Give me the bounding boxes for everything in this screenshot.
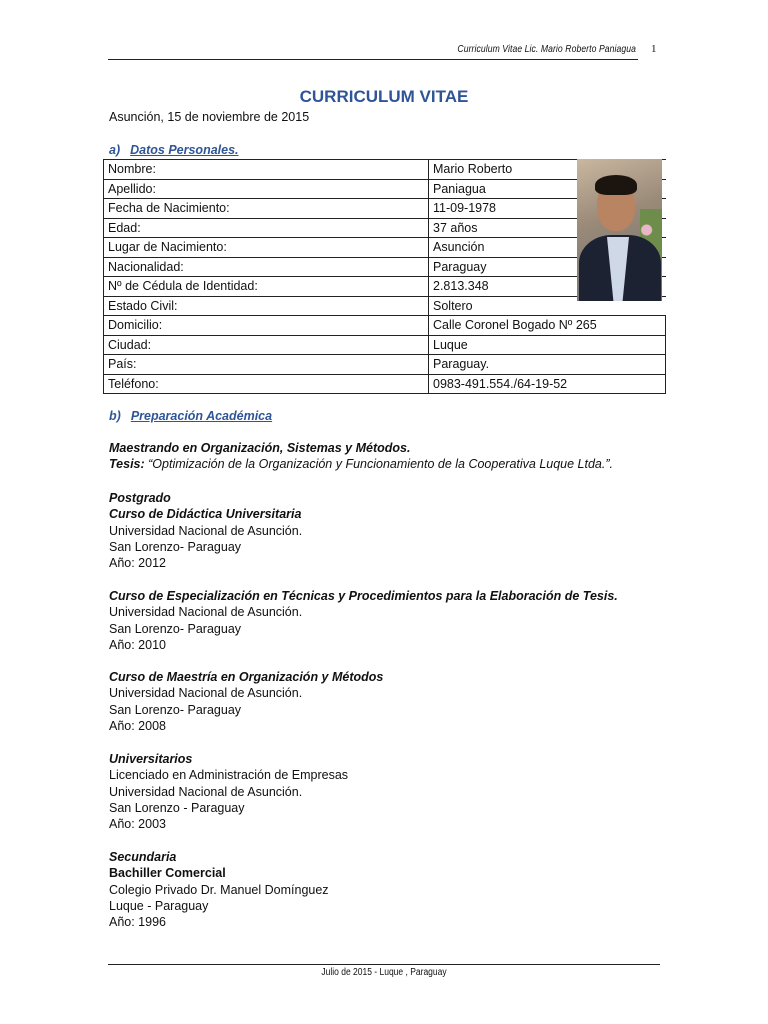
page-number: 1 (651, 43, 657, 55)
date-line: Asunción, 15 de noviembre de 2015 (109, 110, 310, 124)
field-label: Fecha de Nacimiento: (104, 199, 429, 219)
postgrado-heading: Postgrado (109, 491, 171, 505)
section-a-label: Datos Personales. (130, 143, 239, 157)
tesis-line (109, 456, 613, 472)
field-label: País: (104, 355, 429, 375)
field-value: 11-09-1978 (429, 199, 666, 219)
field-label: Nº de Cédula de Identidad: (104, 277, 429, 297)
postgrado-block (109, 490, 302, 571)
field-value: Soltero (429, 296, 666, 316)
maestrando-title: Maestrando en Organización, Sistemas y Métodos. (109, 441, 411, 455)
field-label: Teléfono: (104, 374, 429, 394)
course-year: Año: 2012 (109, 556, 166, 571)
postgrado-item-2 (109, 588, 618, 653)
field-value: Mario Roberto (429, 160, 666, 180)
field-value: Calle Coronel Bogado Nº 265 (429, 316, 666, 336)
field-label: Nombre: (104, 160, 429, 180)
field-value: Luque (429, 335, 666, 355)
year: Año: 2003 (109, 817, 166, 832)
section-b-label: Preparación Académica (130, 409, 273, 423)
year: Año: 1996 (109, 915, 166, 930)
maestrando-block (109, 440, 613, 473)
secundaria-block (109, 849, 329, 930)
section-a-marker: a) (109, 143, 121, 157)
header-divider (108, 59, 638, 60)
course-institution: Universidad Nacional de Asunción. (109, 605, 303, 620)
postgrado-item-3 (109, 669, 383, 734)
course-institution: Universidad Nacional de Asunción. (109, 686, 303, 701)
field-value: 0983-491.554./64-19-52 (429, 374, 666, 394)
place: San Lorenzo - Paraguay (109, 800, 245, 815)
profile-photo (577, 159, 662, 301)
field-label: Nacionalidad: (104, 257, 429, 277)
running-header: Curriculum Vitae Lic. Mario Roberto Paniagua (457, 43, 636, 55)
field-value: 37 años (429, 218, 666, 238)
field-value: Paraguay. (429, 355, 666, 375)
universitarios-heading: Universitarios (109, 752, 193, 766)
table-row (104, 355, 666, 375)
course-institution: Universidad Nacional de Asunción. (109, 523, 303, 538)
photo-hair (595, 175, 637, 195)
field-label: Lugar de Nacimiento: (104, 238, 429, 258)
section-b-marker: b) (109, 409, 121, 423)
field-value: Paniagua (429, 179, 666, 199)
course-place: San Lorenzo- Paraguay (109, 702, 242, 717)
course-title: Curso de Especialización en Técnicas y Procedimientos para la Elaboración de Tesis. (109, 589, 618, 603)
field-label: Edad: (104, 218, 429, 238)
institution: Colegio Privado Dr. Manuel Domínguez (109, 882, 329, 897)
footer-text: Julio de 2015 - Luque , Paraguay (321, 967, 447, 978)
tesis-label: Tesis: (109, 457, 145, 472)
place: Luque - Paraguay (109, 898, 209, 913)
field-value: Paraguay (429, 257, 666, 277)
section-b-heading (109, 409, 272, 423)
field-value: Asunción (429, 238, 666, 258)
course-title: Curso de Didáctica Universitaria (109, 507, 302, 522)
course-place: San Lorenzo- Paraguay (109, 539, 242, 554)
degree: Licenciado en Administración de Empresas (109, 768, 349, 783)
course-year: Año: 2010 (109, 637, 166, 652)
field-label: Estado Civil: (104, 296, 429, 316)
table-row (104, 374, 666, 394)
table-row (104, 316, 666, 336)
tesis-text: “Optimización de la Organización y Funcionamiento de la Cooperativa Luque Ltda.”. (144, 457, 613, 472)
field-label: Ciudad: (104, 335, 429, 355)
field-value: 2.813.348 (429, 277, 666, 297)
secundaria-heading: Secundaria (109, 850, 177, 864)
footer-divider (108, 964, 660, 965)
table-row (104, 335, 666, 355)
section-a-heading (109, 143, 239, 157)
document-title: CURRICULUM VITAE (299, 87, 469, 106)
field-label: Apellido: (104, 179, 429, 199)
degree: Bachiller Comercial (109, 866, 226, 881)
institution: Universidad Nacional de Asunción. (109, 784, 303, 799)
universitarios-block (109, 751, 348, 832)
field-label: Domicilio: (104, 316, 429, 336)
course-year: Año: 2008 (109, 718, 166, 733)
course-title: Curso de Maestría en Organización y Métodos (109, 670, 384, 684)
course-place: San Lorenzo- Paraguay (109, 621, 242, 636)
